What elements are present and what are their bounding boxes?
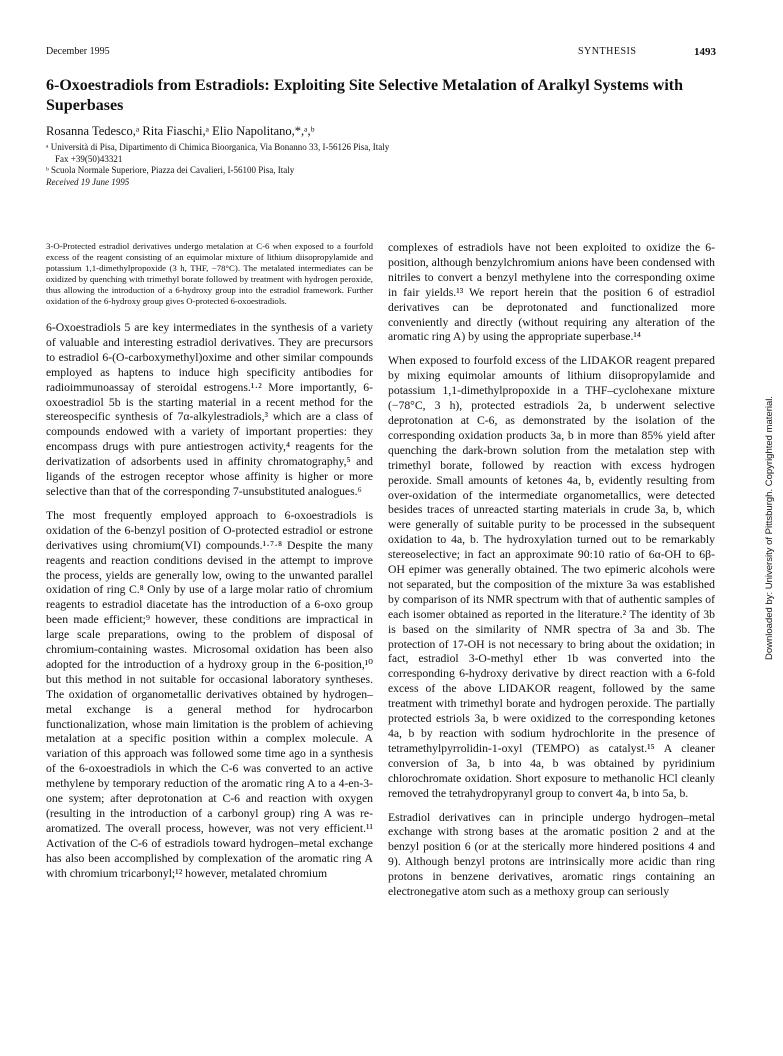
left-column [46,241,373,891]
abstract: 3-O-Protected estradiol derivatives undergo metalation at C-6 when exposed to a fourfold excess of the reagent consisting of an equimolar mixture of lithium diisopropylamide and potassium 1,1-dimethylpropoxide (3 h, THF, −78°C). The metalated intermediates can be oxidized by quenching with trimethyl borate followed by treatment with hydrogen peroxide, thus allowing the introduction of a 6-hydroxy group into the estradiol framework. Further oxidation of the 6-hydroxy group gives O-protected 6-oxoestradiols. [46,241,373,306]
body-paragraph: The most frequently employed approach to 6-oxoestradiols is oxidation of the 6-benzyl position of O-protected estradiol or estrone derivatives using chromium(VI) compounds.¹·⁷·⁸ Despite the many reagents and reaction conditions devised in the attempt to improve the process, yields are generally low, owing to the unwanted parallel oxidation of ring C.⁸ Only by use of a large molar ratio of chromium reagents to estradiol diacetate has the introduction of a 6-oxo group been made efficient;⁹ however, these conditions are impractical in large scale preparations, owing to the problem of disposal of chromium-containing wastes. Microsomal oxidation has been also adopted for the introduction of a hydroxy group in the 6-position,¹⁰ but this method in not suitable for occasional laboratory syntheses. The oxidation of organometallic derivatives obtained by hydrogen–metal exchange is a general method for hydrocarbon functionalization, whose main limitation is the problem of achieving metalation at a specific position within a complex molecule. A variation of this approach was followed some time ago in a synthesis of the 6-oxoestradiols in which the C-6 was converted to an active methylene by temporary reduction of the aromatic ring A to a 4-en-3-one system; after deprotonation at C-6 and reaction with oxygen (resulting in the introduction of a carbonyl group) ring A was re-aromatized. The overall process, however, was not very efficient.¹¹ Activation of the C-6 of estradiols toward hydrogen–metal exchange has also been accomplished by complexation of the aromatic ring A with chromium tricarbonyl;¹² however, metalated chromium [46,508,373,880]
body-paragraph: When exposed to fourfold excess of the LIDAKOR reagent prepared by mixing equimolar amounts of lithium diisopropylamide and potassium 1,1-dimethylpropoxide in a THF–cyclohexane mixture (−78°C, 3 h), protected estradiols 2a, b underwent selective deprotonation at C-6, as demonstrated by the isolation of the corresponding oxidation products 3a, b in more than 85% yield after quenching the dark-brown solution from the metalation step with trimethyl borate, followed by reaction with excess hydrogen peroxide. Small amounts of ketones 4a, b, evidently resulting from over-oxidation of the intermediate organometallics, were detected besides traces of unreacted starting materials in crude 3a, b, which were generally of suitable purity to be processed in the subsequent oxidation to 4a, b. The hydroxylation turned out to be remarkably stereoselective; in fact an approximate 90:10 ratio of 6α-OH to 6β-OH epimer was generally obtained. The two epimeric alcohols were not separated, but the composition of the mixture 3a was established by comparison of its NMR spectrum with that of authentic samples of each isomer obtained as reported in the literature.² The identity of 3b is based on the similarity of NMR spectra of 3a and 3b. The protection of 17-OH is not necessary to bring about the oxidation; in fact, estradiol 3-O-methyl ether 1b was converted into the corresponding 6-hydroxy derivative by direct reaction with a 6-fold excess of the above LIDAKOR reagent, followed by the same treatment with trimethyl borate and hydrogen peroxide. The partially protected estriols 3a, b were oxidized to the corresponding ketones 4a, b by reaction with sodium hydrochlorite in the presence of tetramethylpyrrolidin-1-oxyl (TEMPO) as catalyst.¹⁵ A cleaner conversion of 3a, b into 4a, b was obtained by pyridinium chlorochromate oxidation. Short exposure to methanolic HCl cleanly removed the tetrahydropyranyl group to convert 4a, b into 5a, b. [388,354,715,800]
header-journal: SYNTHESIS [578,46,637,57]
affiliation-fax: Fax +39(50)43321 [55,153,123,164]
affiliation-a: ᵃ Università di Pisa, Dipartimento di Chimica Bioorganica, Via Bonanno 33, I-56126 Pisa, Italy [46,142,390,152]
received-date: Received 19 June 1995 [46,176,130,187]
download-notice: Downloaded by: University of Pittsburgh. Copyrighted material. [764,395,775,660]
body-paragraph: 6-Oxoestradiols 5 are key intermediates in the synthesis of a variety of valuable and interesting estradiol derivatives. They are precursors to estradiol 6-(O-carboxymethyl)oxime and other similar compounds employed as haptens to induce high specificity antibodies for radioimmunoassay of steroidal estrogens.¹·² More importantly, 6-oxoestradiol 5b is the starting material in a recent method for the stereospecific synthesis of 7α-alkylestradiols,³ which are a class of compounds endowed with a variety of important properties: they encompass drugs with pure antiestrogen activity,⁴ reagents for the derivatization of adsorbents used in affinity chromatography,⁵ and ligands of the estrogen receptor whose affinity is higher or more selective than that of the corresponding 7-unsubstituted analogues.⁶ [46,321,373,498]
body-paragraph: complexes of estradiols have not been exploited to oxidize the 6-position, although benzylchromium anions have been condensed with nitriles to convert a benzyl methylene into the corresponding oxime in fair yields.¹³ We report herein that the position 6 of estradiol derivatives can be deprotonated and functionalized more conveniently and directly (without requiring any alteration of the aromatic ring A) by using the appropriate superbase.¹⁴ [388,241,715,344]
header-page-number: 1493 [694,46,716,58]
affiliations [46,142,646,188]
right-column [388,241,715,909]
affiliation-b: ᵇ Scuola Normale Superiore, Piazza dei Cavalieri, I-56100 Pisa, Italy [46,165,295,175]
article-title: 6-Oxoestradiols from Estradiols: Exploiting Site Selective Metalation of Aralkyl Systems with Superbases [46,77,683,114]
author-list: Rosanna Tedesco,ᵃ Rita Fiaschi,ᵃ Elio Napolitano,*,ᵃ,ᵇ [46,124,315,138]
header-date: December 1995 [46,46,110,57]
body-paragraph: Estradiol derivatives can in principle undergo hydrogen–metal exchange with strong bases at the aromatic position 2 and at the benzyl position 6 (or at the sterically more hindered positions 4 and 9). Although benzyl protons are intrinsically more acidic than ring protons in benzene derivatives, aromatic rings containing an electronegative atom such as a methoxy group can seriously [388,810,715,899]
